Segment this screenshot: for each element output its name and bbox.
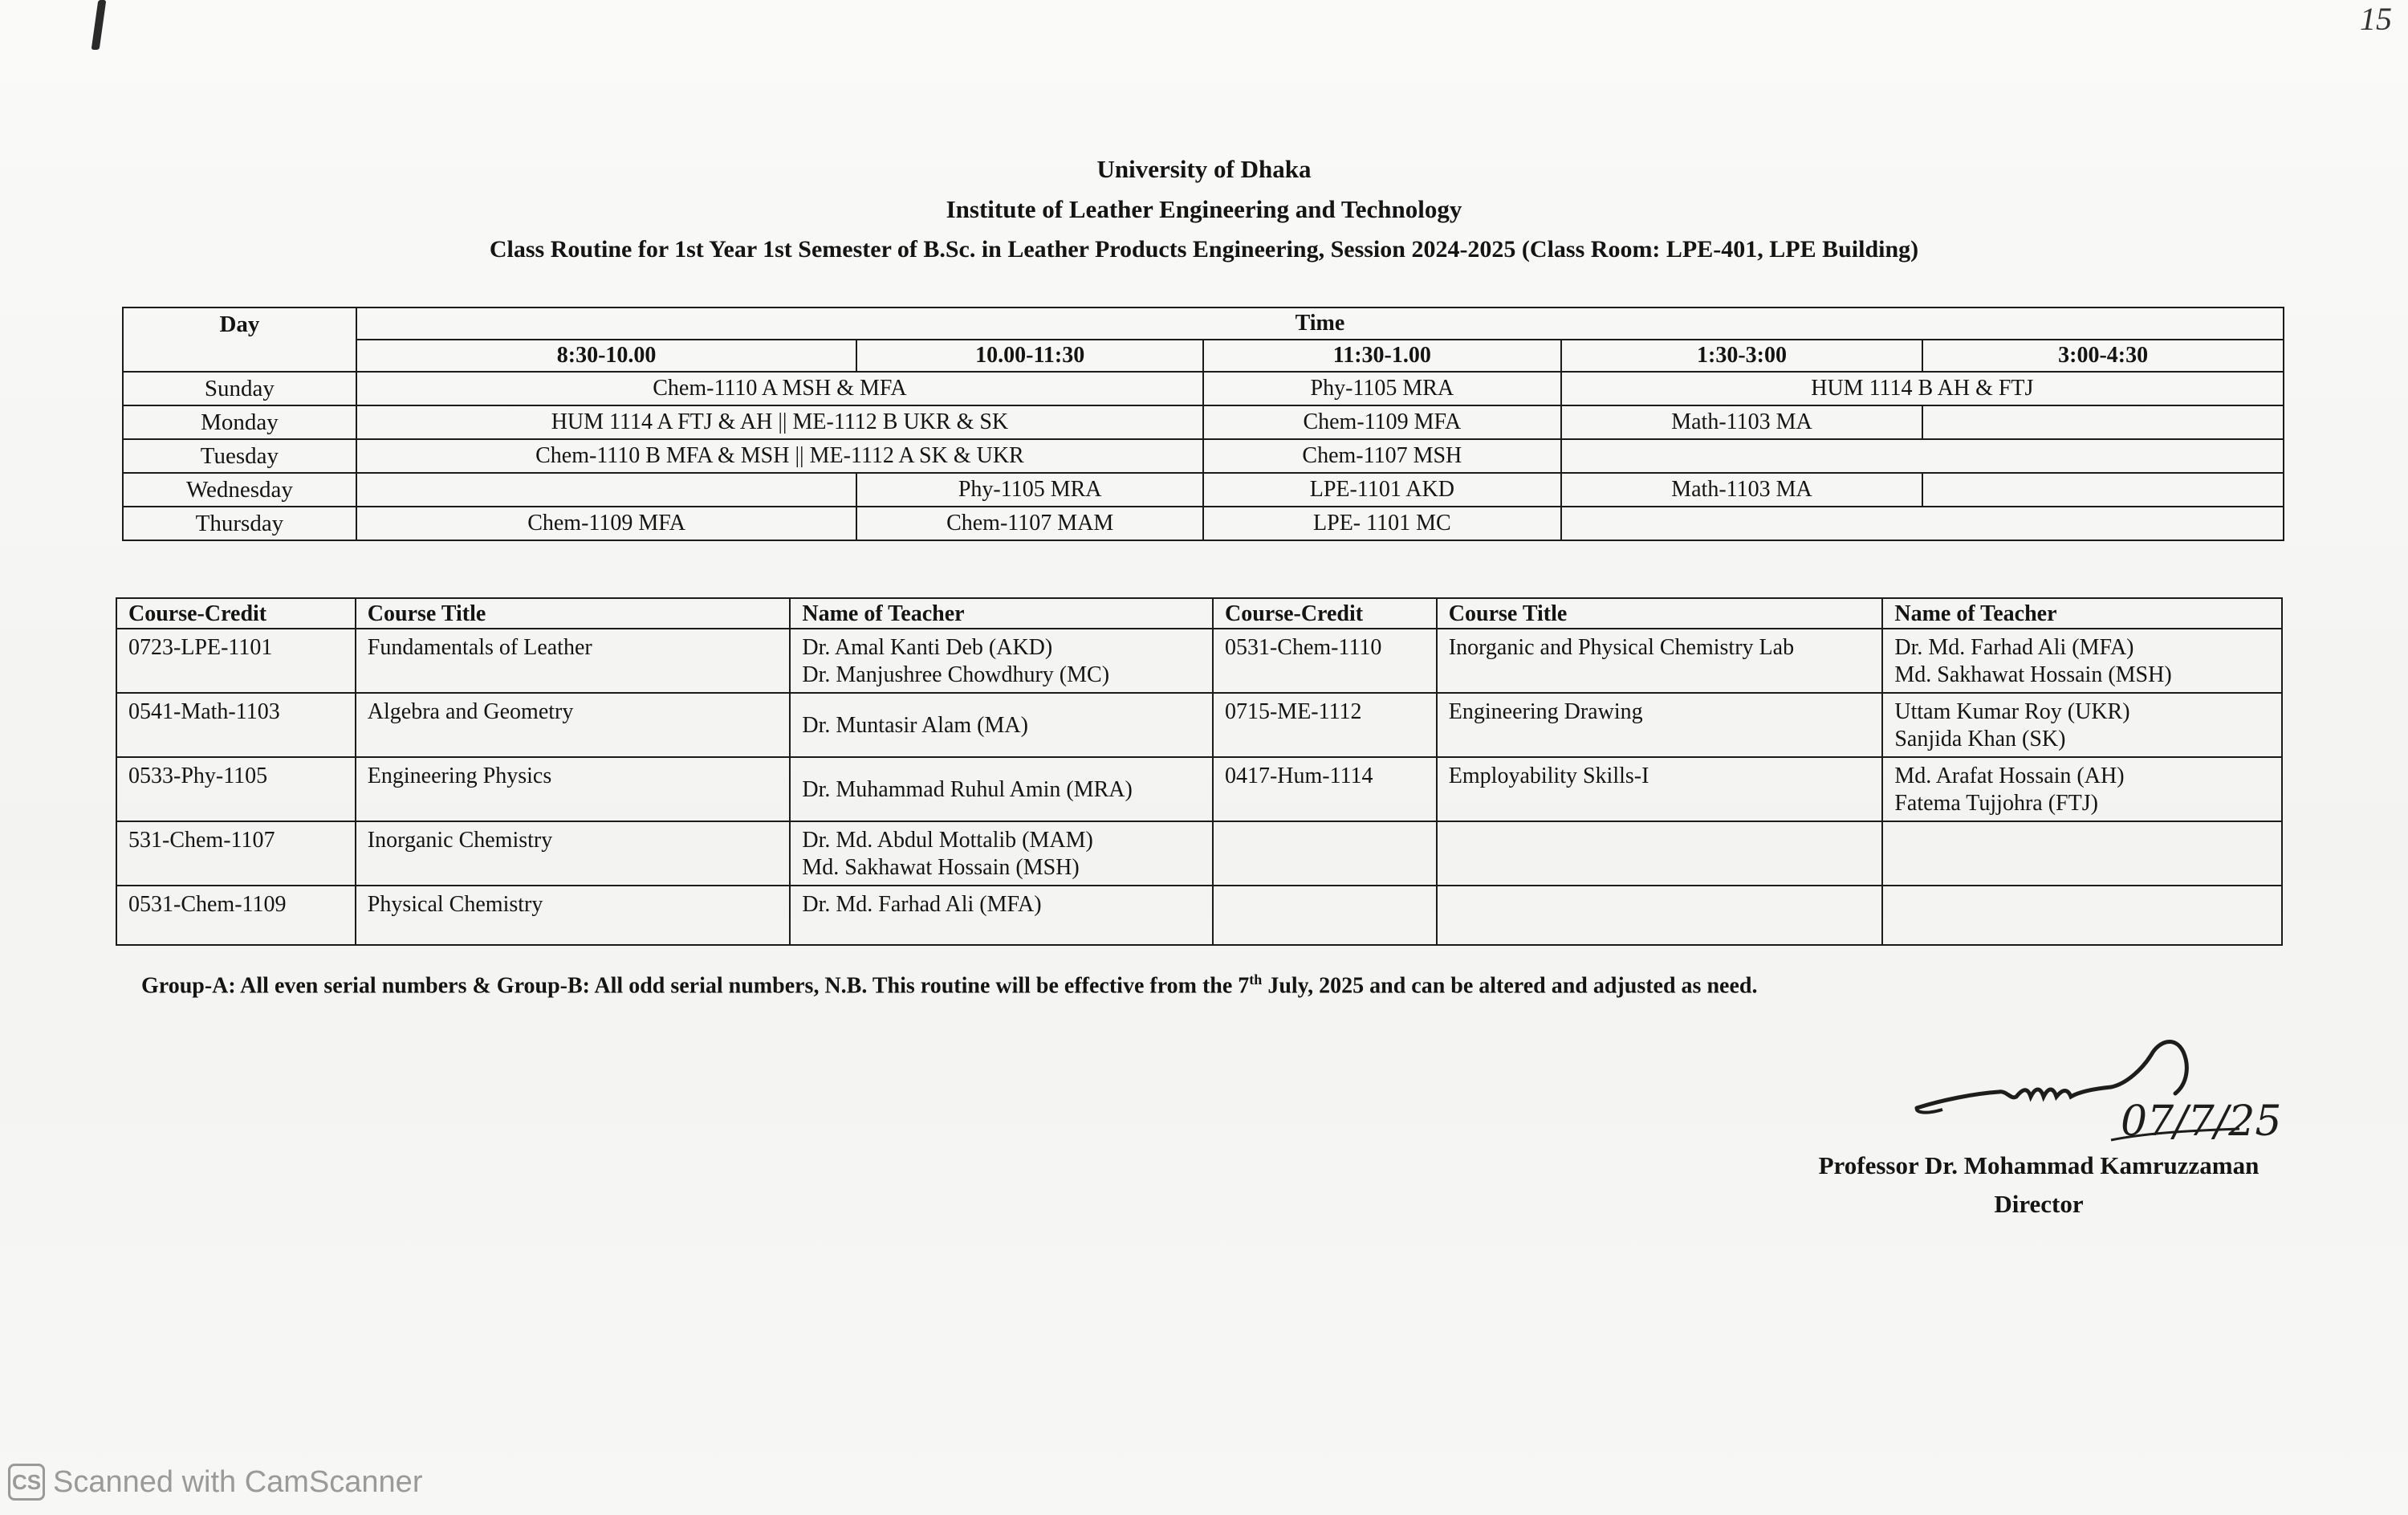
course-code: 0417-Hum-1114: [1213, 757, 1437, 821]
column-header: Name of Teacher: [790, 598, 1213, 629]
document-header: [0, 149, 2408, 270]
time-slot: 3:00-4:30: [1922, 340, 2284, 372]
class-cell: [1922, 405, 2284, 439]
teacher-name: Fatema Tujjohra (FTJ): [1894, 791, 2098, 816]
signatory-title: Director: [1994, 1190, 2084, 1218]
class-cell: Phy-1105 MRA: [1203, 372, 1561, 405]
teacher-name: Dr. Md. Abdul Mottalib (MAM): [802, 828, 1093, 853]
course-code: 0531-Chem-1109: [116, 886, 356, 945]
class-cell: Phy-1105 MRA: [856, 473, 1203, 507]
class-cell: Math-1103 MA: [1561, 405, 1923, 439]
class-cell: Chem-1109 MFA: [356, 507, 857, 540]
routine-row-monday: [123, 405, 2284, 439]
course-code: 0533-Phy-1105: [116, 757, 356, 821]
class-cell: [356, 473, 857, 507]
class-cell: HUM 1114 A FTJ & AH || ME-1112 B UKR & SK: [356, 405, 1203, 439]
handwritten-signature: [1910, 1020, 2328, 1164]
course-teacher: Dr. Md. Farhad Ali (MFA): [790, 886, 1213, 945]
class-cell: Chem-1110 B MFA & MSH || ME-1112 A SK & UKR: [356, 439, 1203, 473]
routine-row-thursday: [123, 507, 2284, 540]
time-header: Time: [356, 307, 2284, 340]
empty-cell: [1213, 886, 1437, 945]
course-code: 0531-Chem-1110: [1213, 629, 1437, 693]
routine-row-sunday: [123, 372, 2284, 405]
course-row: [116, 821, 2282, 886]
watermark-text: Scanned with CamScanner: [53, 1464, 423, 1499]
course-row: [116, 757, 2282, 821]
column-header: Course-Credit: [116, 598, 356, 629]
course-code: 0541-Math-1103: [116, 693, 356, 757]
course-row: [116, 886, 2282, 945]
teacher-name: Md. Sakhawat Hossain (MSH): [1894, 662, 2172, 687]
course-title: Inorganic Chemistry: [356, 821, 791, 886]
footnote-text: Group-A: All even serial numbers & Group-B: All odd serial numbers, N.B. This routine will be effective from the 7: [141, 973, 1250, 999]
course-title: Fundamentals of Leather: [356, 629, 791, 693]
page-number: 15: [2360, 1, 2392, 37]
class-cell: [1561, 507, 2284, 540]
teacher-name: Dr. Md. Farhad Ali (MFA): [1894, 635, 2134, 660]
routine-table: [122, 307, 2284, 541]
empty-cell: [1882, 821, 2282, 886]
day-cell: Tuesday: [123, 439, 356, 473]
teacher-name: Sanjida Khan (SK): [1894, 727, 2066, 751]
class-cell: Chem-1107 MAM: [856, 507, 1203, 540]
routine-row-tuesday: [123, 439, 2284, 473]
column-header: Course Title: [1437, 598, 1883, 629]
camscanner-watermark: [8, 1464, 422, 1501]
time-slot: 11:30-1.00: [1203, 340, 1561, 372]
teacher-name: Md. Arafat Hossain (AH): [1894, 764, 2125, 788]
routine-title: Class Routine for 1st Year 1st Semester of B.Sc. in Leather Products Engineering, Session 2024-2025 (Class Room: LPE-401, LPE Building): [489, 236, 1919, 263]
empty-cell: [1437, 886, 1883, 945]
signature-date: 07/7/25: [2121, 1098, 2282, 1146]
university-name: University of Dhaka: [1096, 155, 1312, 183]
teacher-name: Dr. Manjushree Chowdhury (MC): [802, 662, 1110, 687]
empty-cell: [1213, 821, 1437, 886]
time-slot: 10.00-11:30: [856, 340, 1203, 372]
course-teacher: [1882, 757, 2282, 821]
column-header: Course Title: [356, 598, 791, 629]
course-title: Employability Skills-I: [1437, 757, 1883, 821]
class-cell: Math-1103 MA: [1561, 473, 1923, 507]
course-title: Algebra and Geometry: [356, 693, 791, 757]
teacher-name: Dr. Amal Kanti Deb (AKD): [802, 635, 1053, 660]
class-cell: Chem-1109 MFA: [1203, 405, 1561, 439]
column-header: Name of Teacher: [1882, 598, 2282, 629]
signatory: [1766, 1146, 2312, 1224]
signatory-name: Professor Dr. Mohammad Kamruzzaman: [1818, 1151, 2260, 1179]
column-header: Course-Credit: [1213, 598, 1437, 629]
course-table: [116, 597, 2283, 946]
course-code: 0715-ME-1112: [1213, 693, 1437, 757]
time-slot: 1:30-3:00: [1561, 340, 1923, 372]
course-teacher: Dr. Muhammad Ruhul Amin (MRA): [790, 757, 1213, 821]
course-teacher: [1882, 693, 2282, 757]
course-teacher: Dr. Muntasir Alam (MA): [790, 693, 1213, 757]
institute-name: Institute of Leather Engineering and Technology: [946, 195, 1462, 223]
routine-row-wednesday: [123, 473, 2284, 507]
teacher-name: Md. Sakhawat Hossain (MSH): [802, 855, 1080, 880]
class-cell: Chem-1110 A MSH & MFA: [356, 372, 1203, 405]
class-cell: LPE- 1101 MC: [1203, 507, 1561, 540]
course-code: 0723-LPE-1101: [116, 629, 356, 693]
course-title: Engineering Drawing: [1437, 693, 1883, 757]
course-title: Physical Chemistry: [356, 886, 791, 945]
footnote-text-end: July, 2025 and can be altered and adjusted as need.: [1262, 973, 1758, 999]
day-cell: Monday: [123, 405, 356, 439]
course-row: [116, 629, 2282, 693]
course-title: Inorganic and Physical Chemistry Lab: [1437, 629, 1883, 693]
class-cell: [1922, 473, 2284, 507]
course-teacher: [790, 629, 1213, 693]
time-slot: 8:30-10.00: [356, 340, 857, 372]
course-code: 531-Chem-1107: [116, 821, 356, 886]
footnote-superscript: th: [1249, 971, 1263, 988]
teacher-name: Uttam Kumar Roy (UKR): [1894, 699, 2130, 724]
day-cell: Sunday: [123, 372, 356, 405]
empty-cell: [1882, 886, 2282, 945]
class-cell: LPE-1101 AKD: [1203, 473, 1561, 507]
course-title: Engineering Physics: [356, 757, 791, 821]
course-table-header: [116, 598, 2282, 629]
course-row: [116, 693, 2282, 757]
class-cell: HUM 1114 B AH & FTJ: [1561, 372, 2284, 405]
course-teacher: [1882, 629, 2282, 693]
course-teacher: [790, 821, 1213, 886]
footnote: [141, 971, 1757, 999]
class-cell: Chem-1107 MSH: [1203, 439, 1561, 473]
camscanner-logo-icon: CS: [8, 1464, 45, 1501]
empty-cell: [1437, 821, 1883, 886]
day-cell: Wednesday: [123, 473, 356, 507]
class-cell: [1561, 439, 2284, 473]
day-cell: Thursday: [123, 507, 356, 540]
day-header: Day: [123, 307, 356, 372]
